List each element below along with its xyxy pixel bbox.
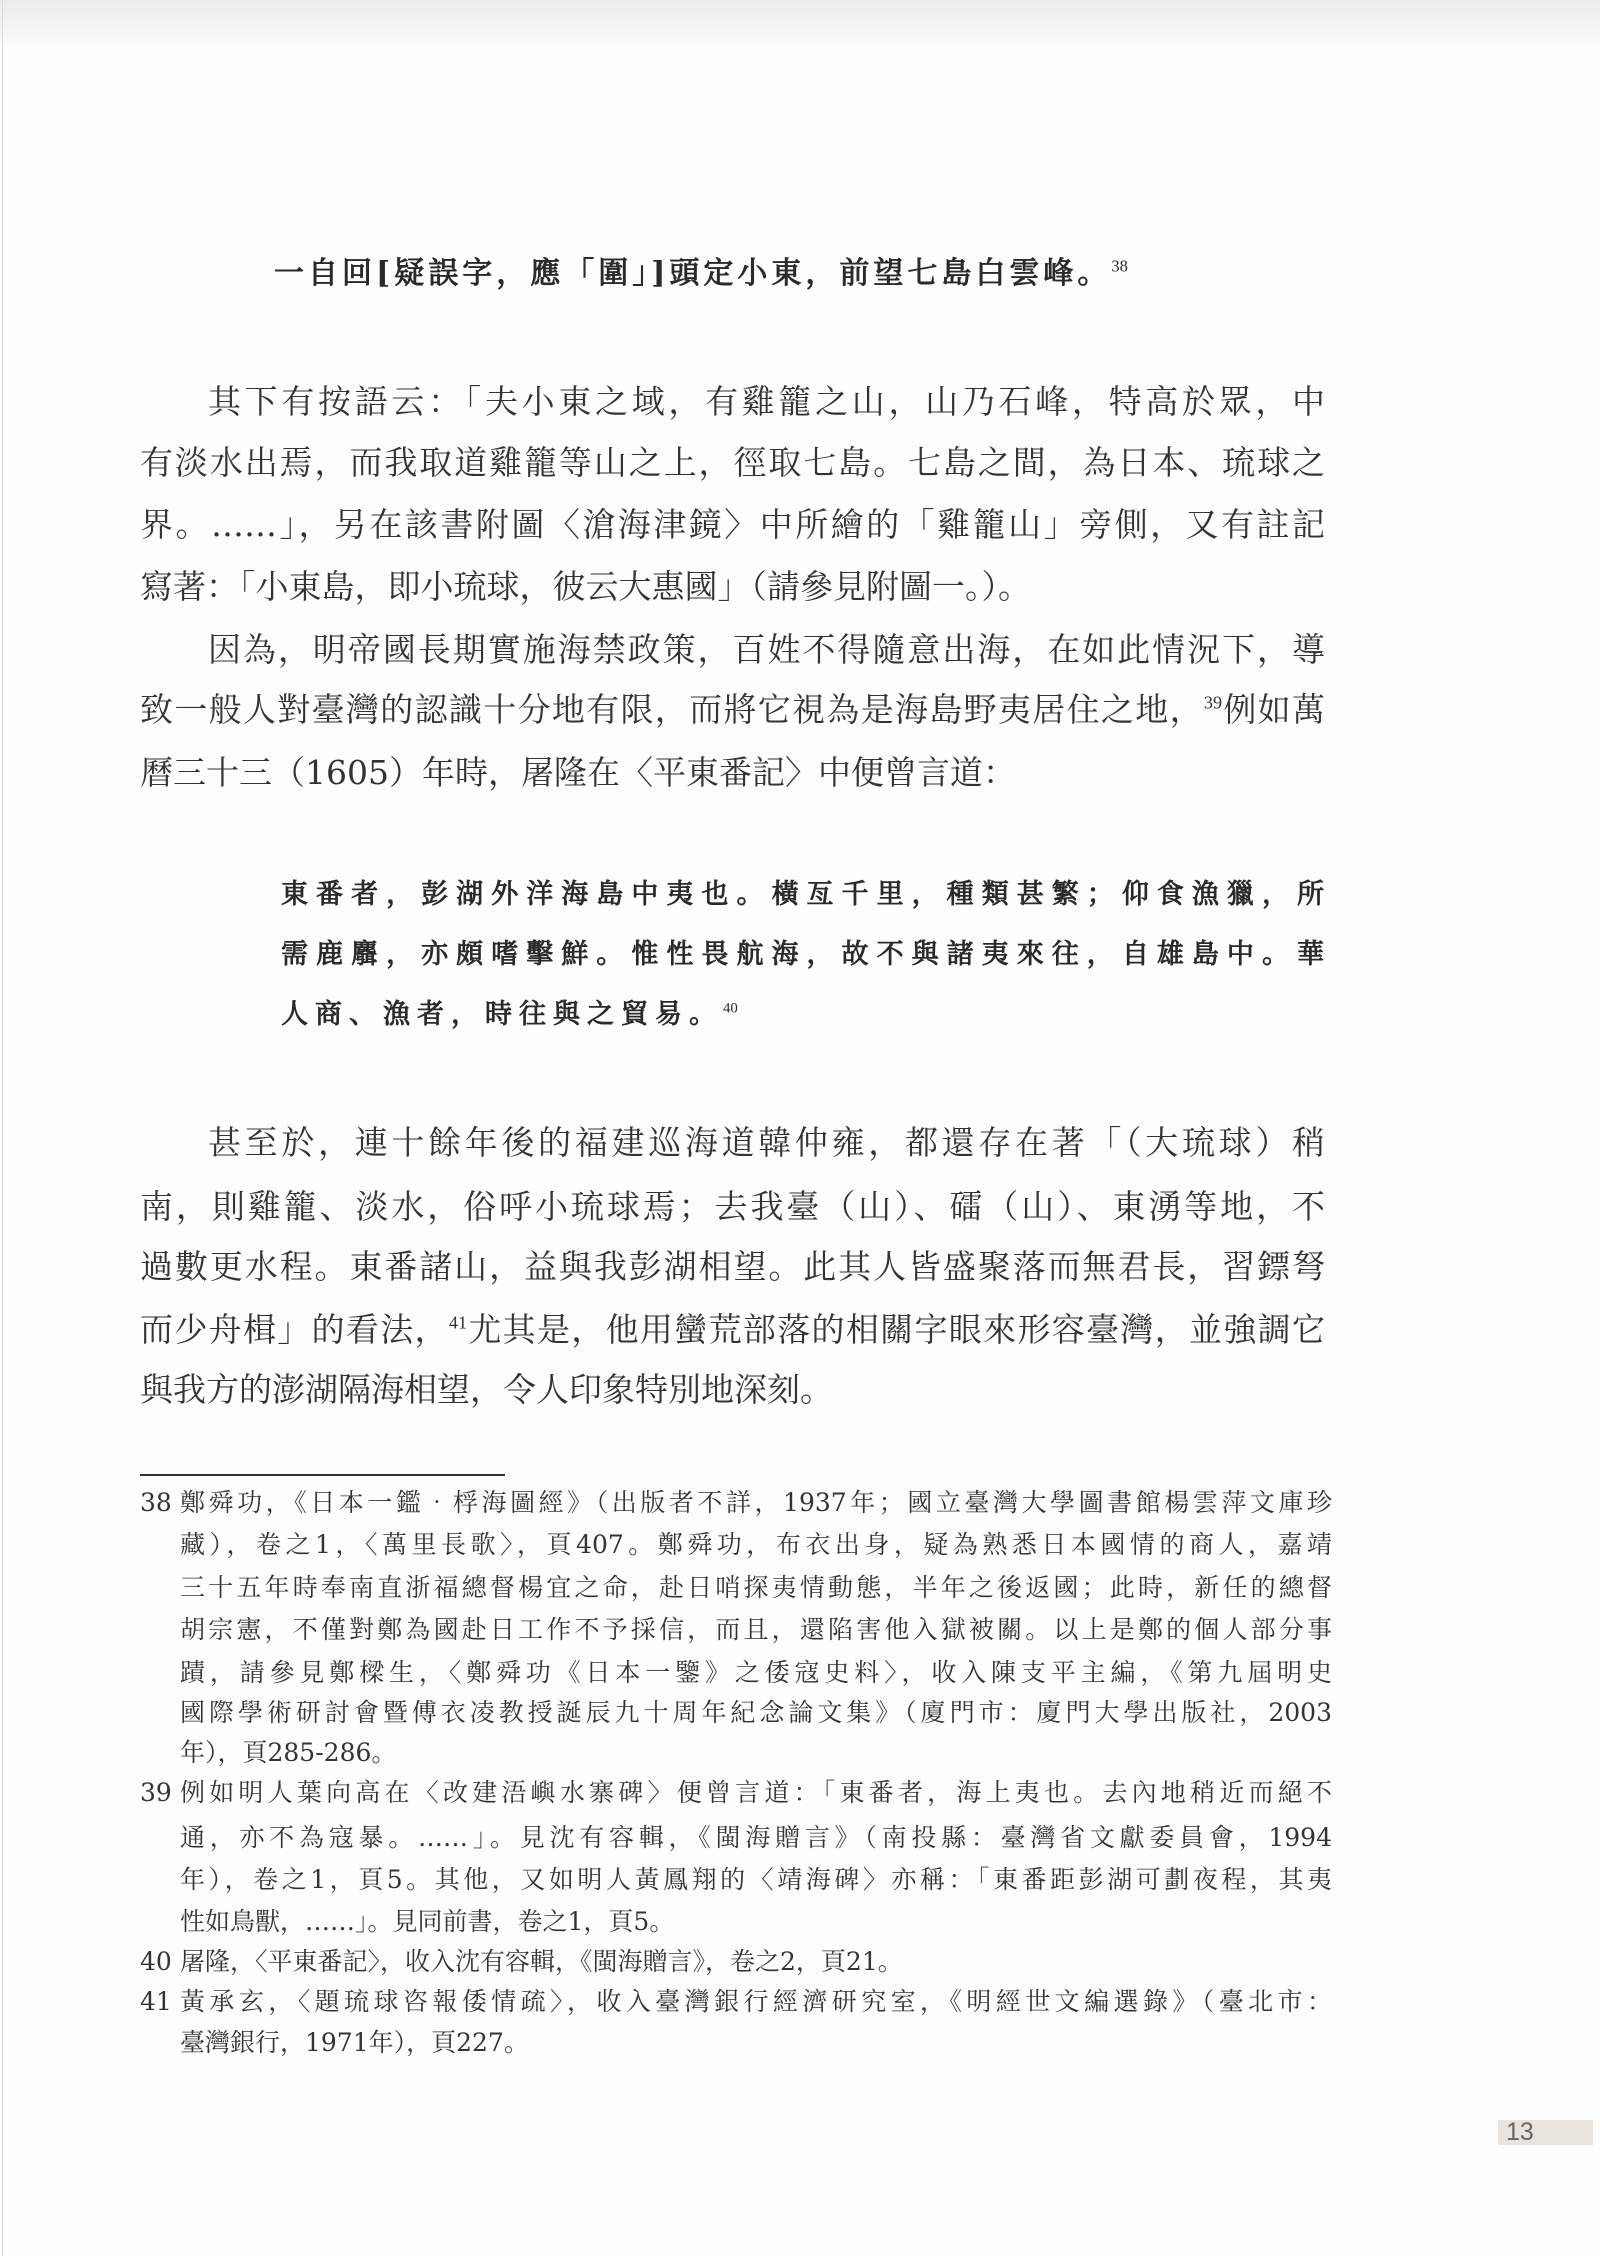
footnote-ref-38[interactable]: 38 — [1111, 256, 1128, 276]
footnote-38-line: 胡宗憲，不僅對鄭為國赴日工作不予採信，而且，還陷害他入獄被關。以上是鄭的個人部分事 — [180, 1615, 1332, 1644]
scan-shadow — [0, 0, 1600, 48]
quote2-line — [281, 995, 738, 1035]
footnote-41-line: 臺灣銀行，1971年），頁227。 — [180, 2028, 529, 2057]
text: 例如萬 — [1222, 690, 1326, 729]
quote-text: 一自回[疑誤字，應「圍」]頭定小東，前望七島白雲峰。 — [274, 256, 1112, 291]
footnote-40-line: 屠隆，〈平東番記〉，收入沈有容輯，《閩海贈言》，卷之2，頁21。 — [180, 1947, 903, 1976]
quote2-line: 東番者，彭湖外洋海島中夷也。橫亙千里，種類甚繁；仰食漁獵，所 — [281, 879, 1325, 910]
para2-line — [140, 688, 1325, 732]
footnote-number: 41 — [140, 1987, 172, 2016]
footnote-38-line: 三十五年時奉南直浙福總督楊宜之命，赴日哨探夷情動態，半年之後返國；此時，新任的總督 — [180, 1573, 1332, 1602]
footnote-38-line: 國際學術研討會暨傅衣凌教授誕辰九十周年紀念論文集》（廈門市：廈門大學出版社，2003 — [180, 1698, 1332, 1727]
footnote-38-line: 鄭舜功，《日本一鑑‧桴海圖經》（出版者不詳，1937年；國立臺灣大學圖書館楊雲萍文庫珍 — [180, 1488, 1332, 1517]
scan-edge — [2, 0, 3, 2256]
para1-line: 界。……」，另在該書附圖〈滄海津鏡〉中所繪的「雞籠山」旁側，又有註記 — [140, 505, 1325, 544]
para2-line: 因為，明帝國長期實施海禁政策，百姓不得隨意出海，在如此情況下，導 — [208, 630, 1325, 669]
text: 尤其是，他用蠻荒部落的相關字眼來形容臺灣，並強調它 — [467, 1310, 1326, 1349]
footnote-39-line: 通，亦不為寇暴。……」。見沈有容輯，《閩海贈言》（南投縣：臺灣省文獻委員會，1994 — [180, 1823, 1332, 1852]
footnote-ref-40[interactable]: 40 — [723, 1000, 738, 1017]
para1-line: 寫著：「小東島，即小琉球，彼云大惠國」（請參見附圖一。）。 — [140, 567, 1031, 606]
footnote-divider — [140, 1474, 505, 1476]
para2-line: 曆三十三（1605）年時，屠隆在〈平東番記〉中便曾言道： — [140, 753, 1016, 792]
footnote-38-line: 蹟，請參見鄭樑生，〈鄭舜功《日本一鑒》之倭寇史料〉，收入陳支平主編，《第九屆明史 — [180, 1658, 1332, 1687]
footnote-39-line: 年），卷之1，頁5。其他，又如明人黃鳳翔的〈靖海碑〉亦稱：「東番距彭湖可劃夜程，其夷 — [180, 1865, 1332, 1894]
footnote-41-line: 黃承玄，〈題琉球咨報倭情疏〉，收入臺灣銀行經濟研究室，《明經世文編選錄》（臺北市： — [180, 1987, 1332, 2016]
block-quote-1 — [274, 254, 1128, 294]
footnote-number: 40 — [140, 1947, 172, 1976]
footnote-38-line: 年），頁285-286。 — [180, 1738, 397, 1767]
para3-line: 甚至於，連十餘年後的福建巡海道韓仲雍，都還存在著「（大琉球）稍 — [208, 1123, 1325, 1162]
para3-line — [140, 1308, 1325, 1352]
para3-line: 南，則雞籠、淡水，俗呼小琉球焉；去我臺（山）、礌（山）、東湧等地，不 — [140, 1187, 1325, 1226]
quote2-line: 需鹿麛，亦頗嗜擊鮮。惟性畏航海，故不與諸夷來往，自雄島中。華 — [281, 939, 1325, 970]
para1-line: 其下有按語云：「夫小東之域，有雞籠之山，山乃石峰，特高於眾，中 — [208, 382, 1325, 421]
text: 而少舟楫」的看法， — [140, 1310, 449, 1349]
footnote-38-line: 藏），卷之1，〈萬里長歌〉，頁407。鄭舜功，布衣出身，疑為熟悉日本國情的商人，嘉靖 — [180, 1530, 1332, 1559]
footnote-ref-41[interactable]: 41 — [448, 1312, 468, 1333]
page-number-box — [1498, 2120, 1593, 2145]
footnote-number: 38 — [140, 1488, 172, 1517]
footnote-ref-39[interactable]: 39 — [1203, 692, 1223, 713]
para3-line: 與我方的澎湖隔海相望，令人印象特別地深刻。 — [140, 1370, 833, 1409]
para1-line: 有淡水出焉，而我取道雞籠等山之上，徑取七島。七島之間，為日本、琉球之 — [140, 443, 1325, 482]
footnote-39-line: 性如鳥獸，……」。見同前書，卷之1，頁5。 — [180, 1907, 675, 1936]
page-number: 13 — [1506, 2118, 1534, 2146]
footnote-39-line: 例如明人葉向高在〈改建浯嶼水寨碑〉便曾言道：「東番者，海上夷也。去內地稍近而絕不 — [180, 1778, 1332, 1807]
text: 致一般人對臺灣的認識十分地有限，而將它視為是海島野夷居住之地， — [140, 690, 1204, 729]
text: 人商、漁者，時往與之貿易。 — [281, 999, 723, 1030]
para3-line: 過數更水程。東番諸山，益與我彭湖相望。此其人皆盛聚落而無君長，習鏢弩 — [140, 1247, 1325, 1286]
footnote-number: 39 — [140, 1778, 172, 1807]
